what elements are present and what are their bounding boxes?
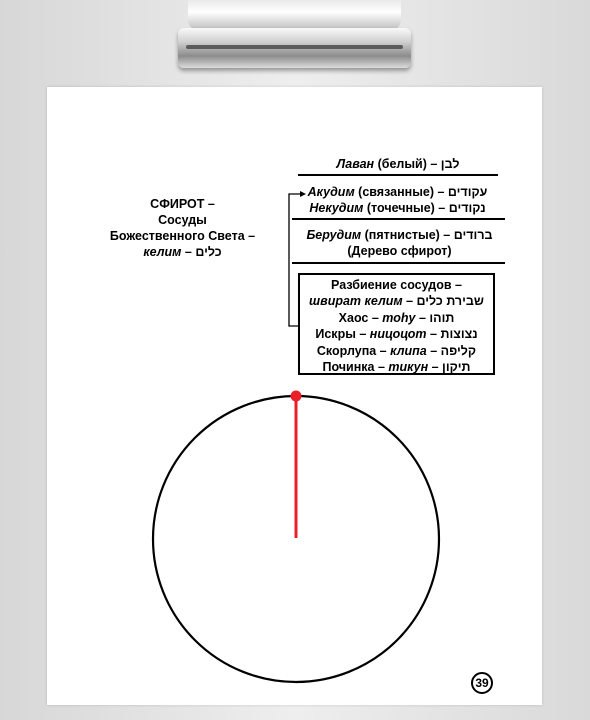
box-sparks: [300, 326, 493, 342]
shvirat-kelim-box: [298, 273, 495, 375]
nekudim-he: נקודים: [448, 201, 486, 215]
akudim-he: עקודים: [447, 185, 488, 199]
shell-he: – קליפה: [426, 343, 477, 358]
sfirot-line2: Сосуды: [158, 213, 207, 227]
akudim-ru: Акудим: [307, 185, 355, 199]
box-shvirat: [300, 293, 493, 309]
laban-ru-plain: (белый) –: [374, 157, 441, 171]
box-repair: [300, 359, 493, 375]
chaos-he: – תוהו: [415, 310, 455, 325]
shvirat-ru: швират келим: [309, 294, 403, 309]
laban-ru: Лаван: [336, 157, 375, 171]
sfirot-line1: СФИРОТ –: [150, 197, 215, 211]
red-point: [291, 391, 302, 402]
chaos-it: тоhу: [382, 310, 416, 325]
shvirat-he: – שבירת כלים: [402, 294, 484, 309]
kelim-he: – כלים: [181, 245, 222, 259]
box-chaos: [300, 310, 493, 326]
berudim-line2: (Дерево сфирот): [347, 244, 452, 258]
berudim-ru-plain: (пятнистые) –: [361, 228, 454, 242]
akudim-ru-plain: (связанные) –: [354, 185, 448, 199]
chaos-ru: Хаос –: [338, 310, 383, 325]
sparks-it: ницоцот: [369, 327, 427, 342]
laban-he: לבן: [440, 157, 460, 171]
page-number: 39: [471, 672, 493, 694]
shell-ru: Скорлупа –: [316, 343, 391, 358]
repair-ru: Починка –: [322, 360, 389, 375]
sfirot-line3: Божественного Света –: [109, 229, 256, 243]
berudim-he: ברודים: [453, 228, 493, 242]
sparks-ru: Искры –: [315, 327, 370, 342]
bracket-arrow-icon: [300, 191, 306, 197]
box-title: Разбиение сосудов –: [331, 278, 462, 292]
shell-it: клипа: [390, 343, 427, 358]
box-shell: [300, 343, 493, 359]
sparks-he: – נצוצות: [426, 327, 478, 342]
repair-it: тикун: [388, 360, 429, 375]
kelim-ru: келим: [143, 245, 182, 259]
nekudim-ru: Некудим: [309, 201, 364, 215]
berudim-ru: Берудим: [306, 228, 362, 242]
nekudim-ru-plain: (точечные) –: [363, 201, 449, 215]
repair-he: – תיקון: [428, 360, 471, 375]
